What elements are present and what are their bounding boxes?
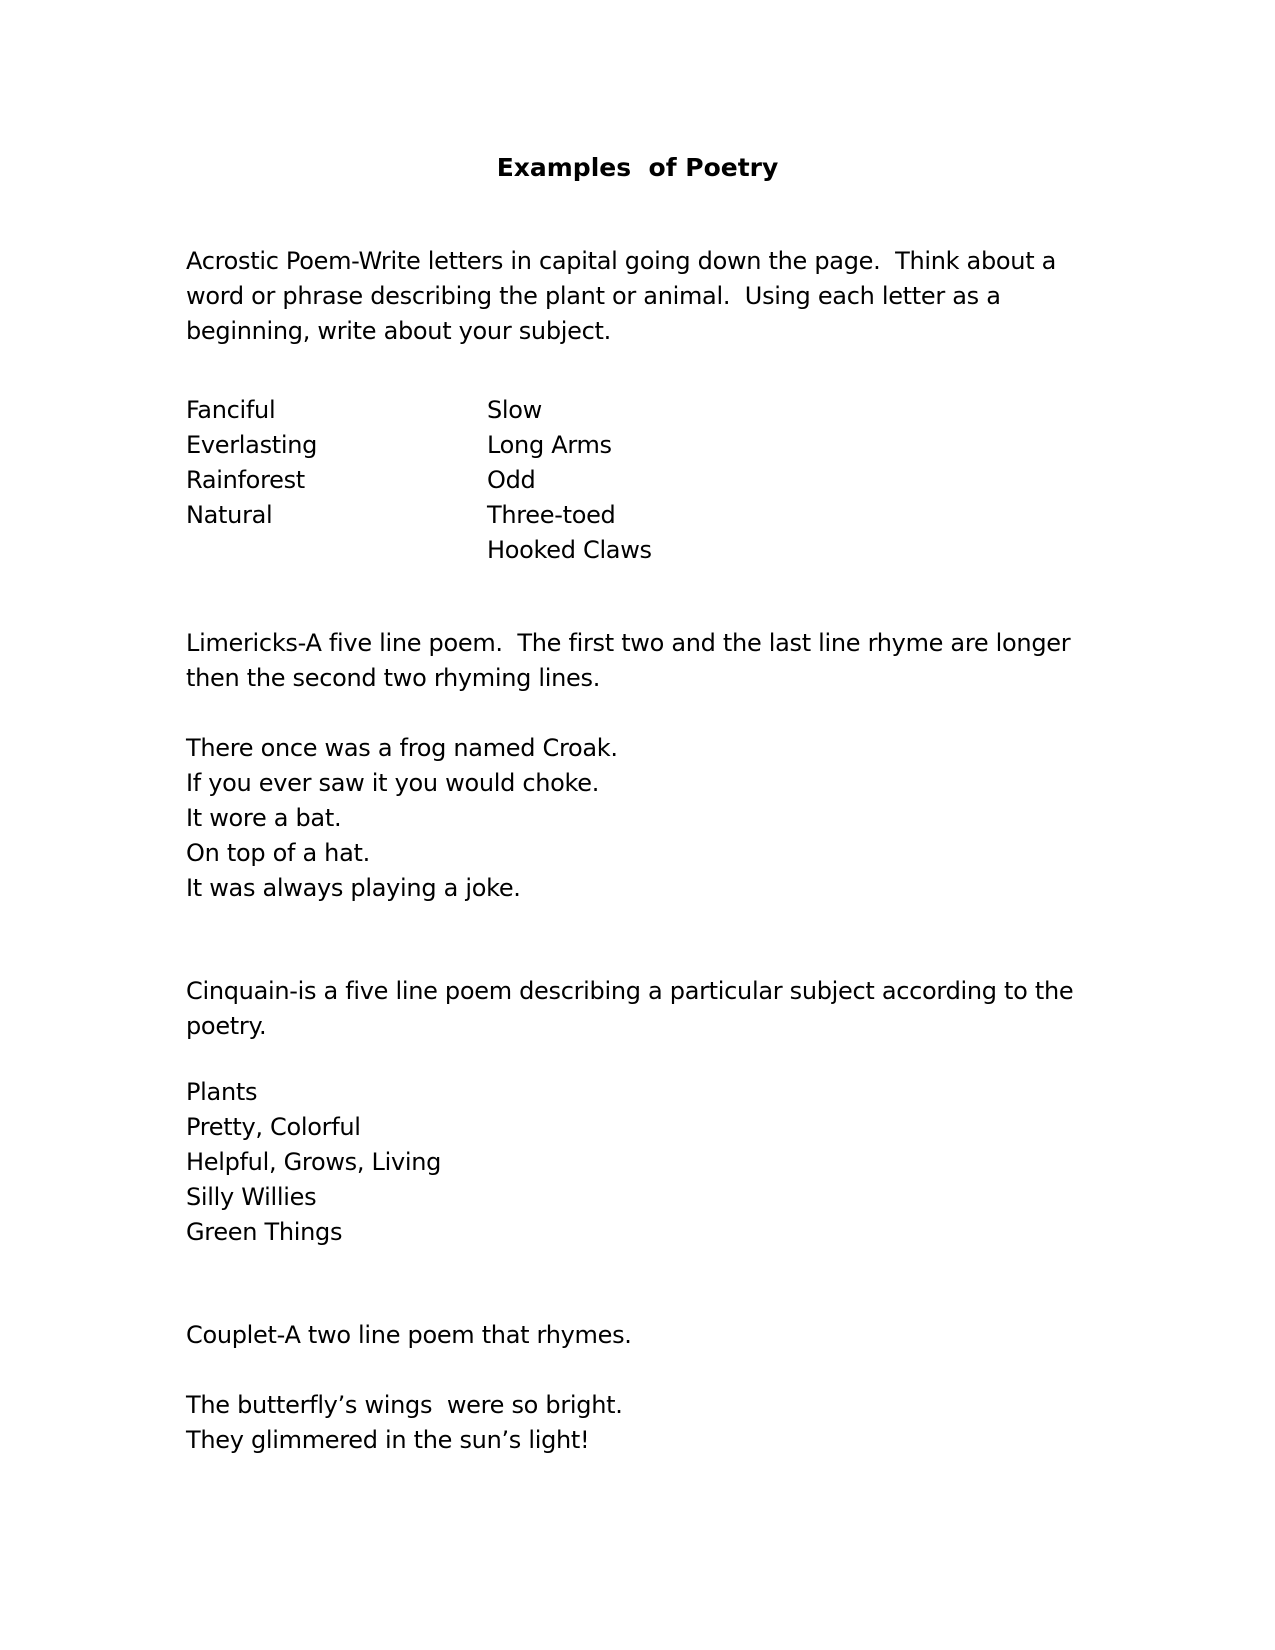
cinquain-description-line: Cinquain-is a five line poem describing a particular subject according to the (186, 977, 1074, 1005)
acrostic-word: Rainforest (186, 466, 305, 494)
poem-line: Green Things (186, 1218, 343, 1246)
acrostic-word: Natural (186, 501, 273, 529)
couplet-description-line: Couplet-A two line poem that rhymes. (186, 1321, 632, 1349)
acrostic-description (186, 244, 1086, 349)
acrostic-word: Everlasting (186, 431, 318, 459)
acrostic-word: Odd (487, 466, 536, 494)
limerick-poem (186, 731, 1086, 906)
acrostic-right-column (487, 393, 887, 568)
couplet-poem (186, 1388, 1086, 1458)
page-title: Examples of Poetry (496, 153, 779, 182)
poem-line: Helpful, Grows, Living (186, 1148, 442, 1176)
cinquain-description-line: poetry. (186, 1012, 267, 1040)
limericks-description-line: Limericks-A five line poem. The first two and the last line rhyme are longer (186, 629, 1071, 657)
limericks-description-line: then the second two rhyming lines. (186, 664, 601, 692)
acrostic-description-line: word or phrase describing the plant or animal. Using each letter as a (186, 282, 1001, 310)
poem-line: On top of a hat. (186, 839, 370, 867)
limericks-description (186, 626, 1086, 696)
acrostic-word: Hooked Claws (487, 536, 652, 564)
acrostic-word: Three-toed (487, 501, 616, 529)
acrostic-word: Long Arms (487, 431, 612, 459)
acrostic-word: Fanciful (186, 396, 276, 424)
poem-line: There once was a frog named Croak. (186, 734, 618, 762)
acrostic-description-line: Acrostic Poem-Write letters in capital going down the page. Think about a (186, 247, 1057, 275)
cinquain-description (186, 974, 1086, 1044)
acrostic-word: Slow (487, 396, 543, 424)
poem-line: The butterfly’s wings were so bright. (186, 1391, 623, 1419)
couplet-description (186, 1318, 1086, 1353)
poem-line: Silly Willies (186, 1183, 317, 1211)
acrostic-description-line: beginning, write about your subject. (186, 317, 611, 345)
poem-line: It was always playing a joke. (186, 874, 521, 902)
poem-line: It wore a bat. (186, 804, 342, 832)
poem-line: Plants (186, 1078, 258, 1106)
poem-line: They glimmered in the sun’s light! (186, 1426, 590, 1454)
cinquain-poem (186, 1075, 1086, 1250)
acrostic-left-column (186, 393, 466, 533)
poem-line: Pretty, Colorful (186, 1113, 361, 1141)
poem-line: If you ever saw it you would choke. (186, 769, 600, 797)
